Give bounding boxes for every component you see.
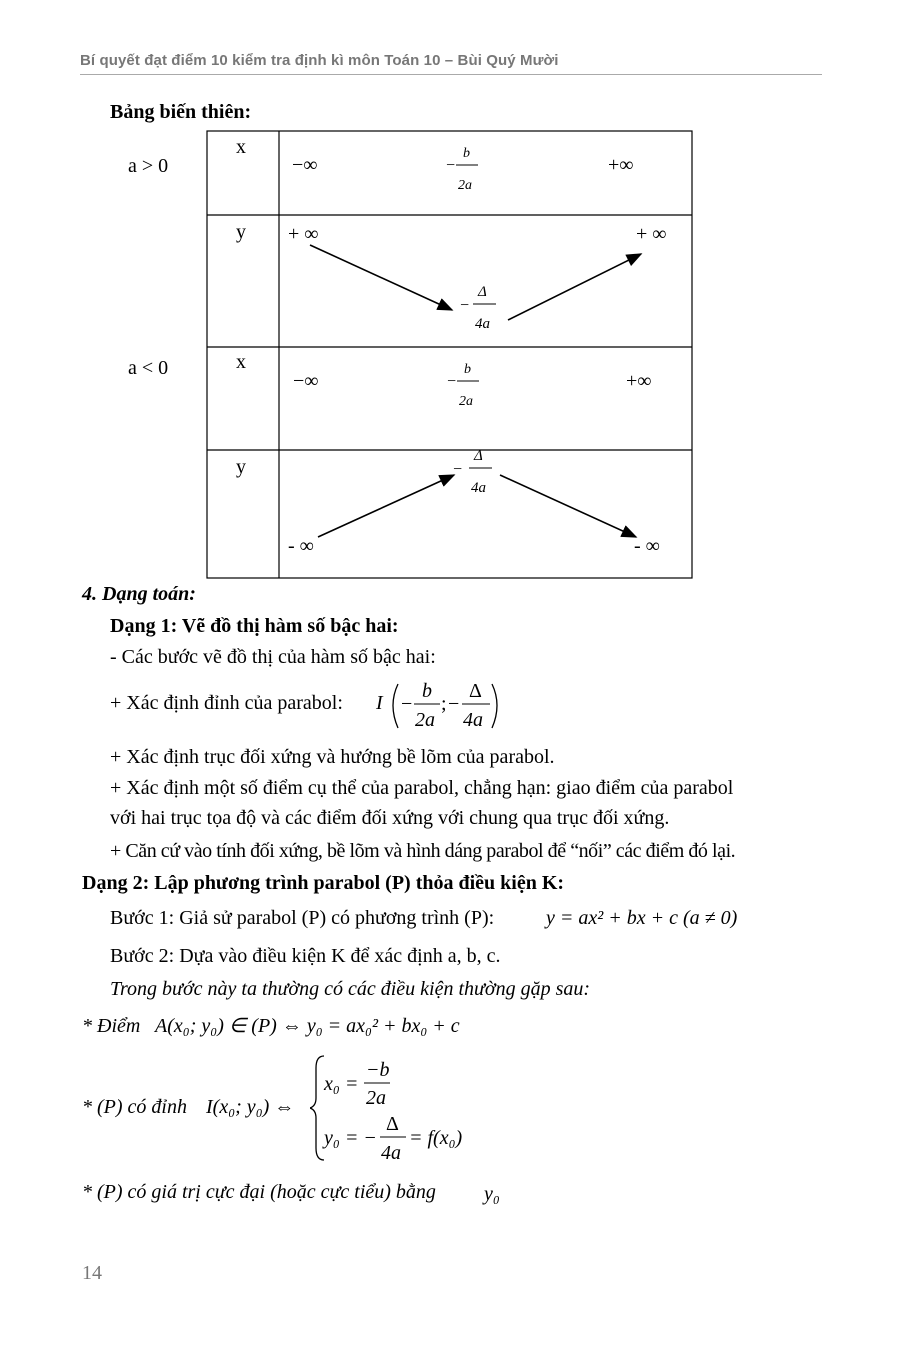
- svg-text:Δ: Δ: [469, 680, 482, 702]
- vertex-y-num: Δ: [478, 284, 487, 300]
- dang2-note: Trong bước này ta thường có các điều kiện thường gặp sau:: [110, 978, 591, 1000]
- svg-text:y₀ = −: y₀ = −: [324, 1127, 377, 1149]
- y-label: y: [236, 456, 246, 478]
- svg-text:−b: −b: [366, 1059, 390, 1081]
- vertex-x-den: 2a: [459, 394, 473, 409]
- variation-table: [0, 0, 899, 600]
- vertex-y-minus: −: [452, 461, 463, 478]
- svg-text:4a: 4a: [463, 709, 483, 731]
- dang1-intro: - Các bước vẽ đồ thị của hàm số bậc hai:: [110, 646, 436, 668]
- page-number: 14: [82, 1262, 102, 1284]
- x-label: x: [236, 351, 246, 373]
- y-neg-inf-right: - ∞: [634, 535, 660, 557]
- svg-text:−: −: [448, 693, 460, 715]
- dang1-title: Dạng 1: Vẽ đồ thị hàm số bậc hai:: [110, 615, 399, 637]
- svg-text:Δ: Δ: [386, 1113, 399, 1135]
- svg-text:−: −: [401, 693, 413, 715]
- svg-text:b: b: [422, 680, 432, 702]
- svg-text:I: I: [376, 692, 383, 714]
- dang1-step2: + Xác định trục đối xứng và hướng bề lõm của parabol.: [110, 746, 555, 768]
- table-border: [207, 131, 692, 578]
- vertex-y-den: 4a: [471, 480, 486, 496]
- condition3-variable: y₀: [484, 1183, 500, 1205]
- section-heading: 4. Dạng toán:: [82, 583, 196, 605]
- x-pos-inf: +∞: [626, 370, 652, 392]
- condition2-equation: I(x₀; y₀) ⇔: [206, 1096, 295, 1118]
- vertex-x-minus: −: [445, 157, 456, 174]
- vertex-x-num: b: [463, 146, 470, 161]
- condition2-system: [310, 1050, 510, 1165]
- condition1-equation: A(x₀; y₀) ∈ (P) ⇔ y₀ = ax₀² + bx₀ + c: [155, 1015, 460, 1037]
- y-pos-inf-right: + ∞: [636, 223, 667, 245]
- svg-text:x₀ =: x₀ =: [324, 1073, 359, 1095]
- dang2-step1-equation: y = ax² + bx + c (a ≠ 0): [546, 907, 738, 929]
- vertex-x-num: b: [464, 362, 471, 377]
- variation-heading: Bảng biến thiên:: [110, 101, 252, 123]
- svg-text:2a: 2a: [415, 709, 435, 731]
- dang2-step2: Bước 2: Dựa vào điều kiện K để xác định a, b, c.: [110, 945, 501, 967]
- vertex-formula: [372, 676, 512, 734]
- dang2-title: Dạng 2: Lập phương trình parabol (P) thỏa điều kiện K:: [82, 872, 565, 894]
- arrow-decreasing: [500, 475, 636, 537]
- dang1-step3b: với hai trục tọa độ và các điểm đối xứng với chung qua trục đối xứng.: [110, 807, 670, 829]
- case-a-positive: a > 0: [128, 155, 169, 177]
- condition2-label: * (P) có đỉnh: [82, 1096, 187, 1118]
- x-neg-inf: −∞: [292, 154, 318, 176]
- vertex-y-minus: −: [459, 297, 470, 314]
- system-brace: [310, 1056, 324, 1160]
- svg-text:2a: 2a: [366, 1087, 386, 1109]
- y-pos-inf-left: + ∞: [288, 223, 319, 245]
- x-neg-inf: −∞: [293, 370, 319, 392]
- y-label: y: [236, 221, 246, 243]
- svg-text:4a: 4a: [381, 1142, 401, 1164]
- condition3: * (P) có giá trị cực đại (hoặc cực tiểu) bằng: [82, 1181, 436, 1203]
- dang2-step1: Bước 1: Giả sử parabol (P) có phương trình (P):: [110, 907, 495, 929]
- arrow-decreasing: [310, 245, 452, 310]
- page-header: Bí quyết đạt điểm 10 kiểm tra định kì môn Toán 10 – Bùi Quý Mười: [80, 52, 559, 69]
- vertex-x-den: 2a: [458, 178, 472, 193]
- vertex-y-den: 4a: [475, 316, 490, 332]
- dang1-step4: + Căn cứ vào tính đối xứng, bề lõm và hình dáng parabol để “nối” các điểm đó lại.: [110, 840, 736, 862]
- condition1-label: * Điểm: [82, 1015, 141, 1037]
- dang1-step1: + Xác định đỉnh của parabol:: [110, 692, 343, 714]
- x-pos-inf: +∞: [608, 154, 634, 176]
- arrow-increasing: [508, 254, 641, 320]
- x-label: x: [236, 136, 246, 158]
- case-a-negative: a < 0: [128, 357, 169, 379]
- svg-text:;: ;: [441, 693, 447, 715]
- dang1-step3a: + Xác định một số điểm cụ thể của parabol, chẳng hạn: giao điểm của parabol: [110, 777, 734, 799]
- vertex-x-minus: −: [446, 373, 457, 390]
- svg-text:= f(x₀): = f(x₀): [409, 1127, 463, 1149]
- arrow-increasing: [318, 475, 454, 537]
- vertex-y-num: Δ: [474, 448, 483, 464]
- y-neg-inf-left: - ∞: [288, 535, 314, 557]
